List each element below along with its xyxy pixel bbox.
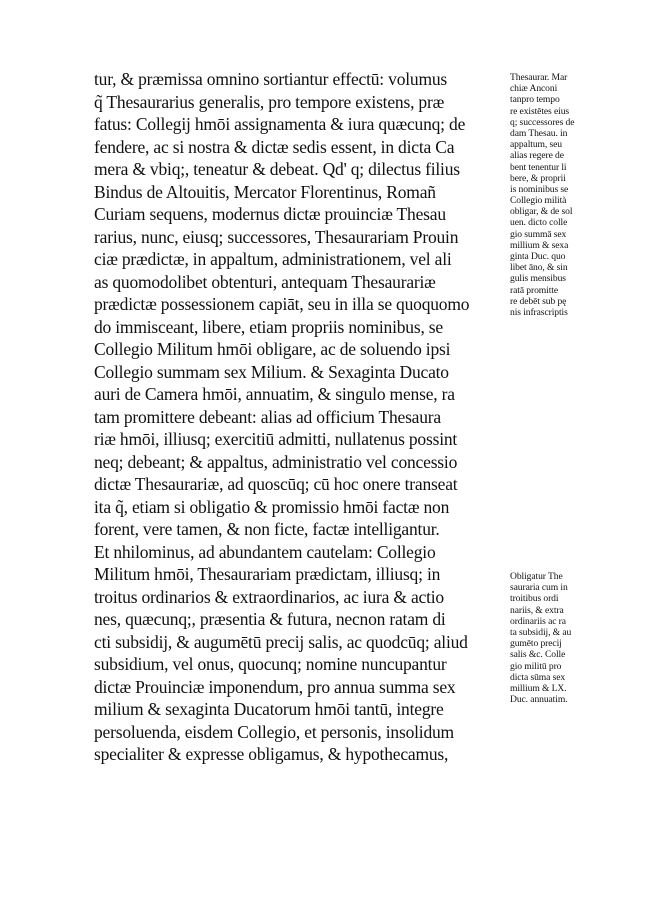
margin-note-line: bere, & proprii — [510, 172, 566, 184]
margin-note-line: Obligatur The — [510, 571, 563, 582]
margin-note-line: gio militū pro — [510, 660, 562, 672]
margin-note-line: ratā promitte — [510, 284, 558, 296]
text-line: fendere, ac si nostra & dictæ sedis essent, in dicta Ca — [94, 136, 455, 157]
text-line: subsidium, vel onus, quocunq; nomine nuncupantur — [94, 654, 447, 674]
margin-note-line: Collegio milità — [510, 195, 567, 207]
margin-note-line: obligar, & de sol — [510, 206, 573, 218]
margin-note-line: nis infrascriptis — [510, 306, 568, 318]
margin-note-line: dicta sūma sex — [510, 671, 566, 683]
margin-note-obligatur — [510, 571, 610, 705]
margin-note-line: ordinariis ac ra — [510, 615, 566, 627]
text-line: Militum hmōi, Thesaurariam prædictam, illiusq; in — [94, 564, 441, 584]
text-line: neq; debeant; & appaltus, administratio vel concessio — [94, 451, 458, 472]
text-line: dictæ Thesaurariæ, ad quoscūq; cū hoc onere transeat — [94, 474, 458, 494]
margin-note-line: chiæ Anconi — [510, 83, 558, 95]
main-text-block — [94, 68, 504, 766]
text-line: nes, quæcunq;, præsentia & futura, necnon ratam di — [94, 609, 446, 629]
text-line: Bindus de Altouitis, Mercator Florentinus, Romañ — [94, 181, 436, 202]
margin-note-line: re existētes eius — [510, 105, 570, 117]
margin-note-line: ginta Duc. quo — [510, 251, 566, 262]
margin-note-line: appaltum, seu — [510, 139, 562, 151]
margin-note-line: gio summā sex — [510, 228, 567, 240]
margin-note-line: nariis, & extra — [510, 604, 564, 616]
text-line: do immisceant, libere, etiam propriis nominibus, se — [94, 316, 443, 337]
margin-note-thesaurar — [510, 72, 610, 318]
margin-note-line: is nominibus se — [510, 183, 569, 195]
margin-note-line: tanpro tempo — [510, 94, 560, 106]
margin-note-line: Duc. annuatim. — [510, 694, 568, 706]
margin-note-line: sauraria cum in — [510, 582, 568, 594]
margin-note-line: gumēto precij — [510, 638, 562, 650]
text-line: riæ hmōi, illiusq; exercitiū admitti, nullatenus possint — [94, 429, 458, 449]
text-line: Collegio Militum hmōi obligare, ac de soluendo ipsi — [94, 339, 451, 359]
text-line: q̃ Thesaurarius generalis, pro tempore existens, præ — [94, 91, 445, 112]
margin-note-line: alias regere de — [510, 150, 564, 162]
margin-note-line: troitibus ordi — [510, 593, 559, 605]
text-line: auri de Camera hmōi, annuatim, & singulo mense, ra — [94, 384, 455, 404]
text-line: ciæ prædictæ, in appaltum, administrationem, vel ali — [94, 249, 452, 269]
margin-note-line: Thesaurar. Mar — [510, 72, 568, 83]
text-line: ita q̃, etiam si obligatio & promissio hmōi factæ non — [94, 496, 450, 517]
margin-note-line: libet āno, & sin — [510, 262, 568, 274]
text-line: dictæ Prouinciæ imponendum, pro annua summa sex — [94, 676, 456, 697]
text-line: tur, & præmissa omnino sortiantur effectū: volumus — [94, 69, 448, 89]
margin-note-line: gulis mensibus — [510, 273, 566, 285]
margin-note-line: millium & sexa — [510, 239, 569, 251]
text-line: as quomodolibet obtenturi, antequam Thesaurariæ — [94, 271, 436, 292]
text-line: troitus ordinarios & extraordinarios, ac iura & actio — [94, 586, 444, 607]
text-line: specialiter & expresse obligamus, & hypothecamus, — [94, 744, 449, 764]
text-line: prædictæ possessionem capiāt, seu in illa se quoquomo — [94, 294, 470, 314]
margin-note-line: uen. dicto colle — [510, 217, 568, 229]
margin-note-line: salis &c. Colle — [510, 649, 566, 661]
margin-note-line: re debēt sub pę — [510, 295, 567, 307]
text-line: Collegio summam sex Milium. & Sexaginta Ducato — [94, 361, 449, 382]
margin-note-line: millium & LX. — [510, 682, 567, 694]
margin-note-line: dam Thesau. in — [510, 127, 568, 139]
margin-note-line: q; successores de — [510, 116, 575, 128]
margin-note-line: ta subsidij, & au — [510, 626, 572, 638]
text-line: forent, vere tamen, & non ficte, factæ intelligantur. — [94, 519, 440, 539]
text-line: Curiam sequens, modernus dictæ prouinciæ Thesau — [94, 204, 446, 224]
text-line: rarius, nunc, eiusq; successores, Thesaurariam Prouin — [94, 226, 459, 247]
text-line: persoluenda, eisdem Collegio, et personis, insolidum — [94, 721, 454, 742]
text-line: tam promittere debeant: alias ad officium Thesaura — [94, 406, 441, 427]
text-line: cti subsidij, & augumētū precij salis, ac quodcūq; aliud — [94, 631, 468, 652]
text-line: milium & sexaginta Ducatorum hmōi tantū, integre — [94, 699, 444, 719]
text-line: mera & vbiq;, teneatur & debeat. Qd' q; dilectus filius — [94, 159, 460, 179]
margin-note-line: bent tenentur li — [510, 161, 567, 173]
text-line: fatus: Collegij hmōi assignamenta & iura quæcunq; de — [94, 114, 466, 134]
text-line: Et nhilominus, ad abundantem cautelam: Collegio — [94, 541, 436, 562]
